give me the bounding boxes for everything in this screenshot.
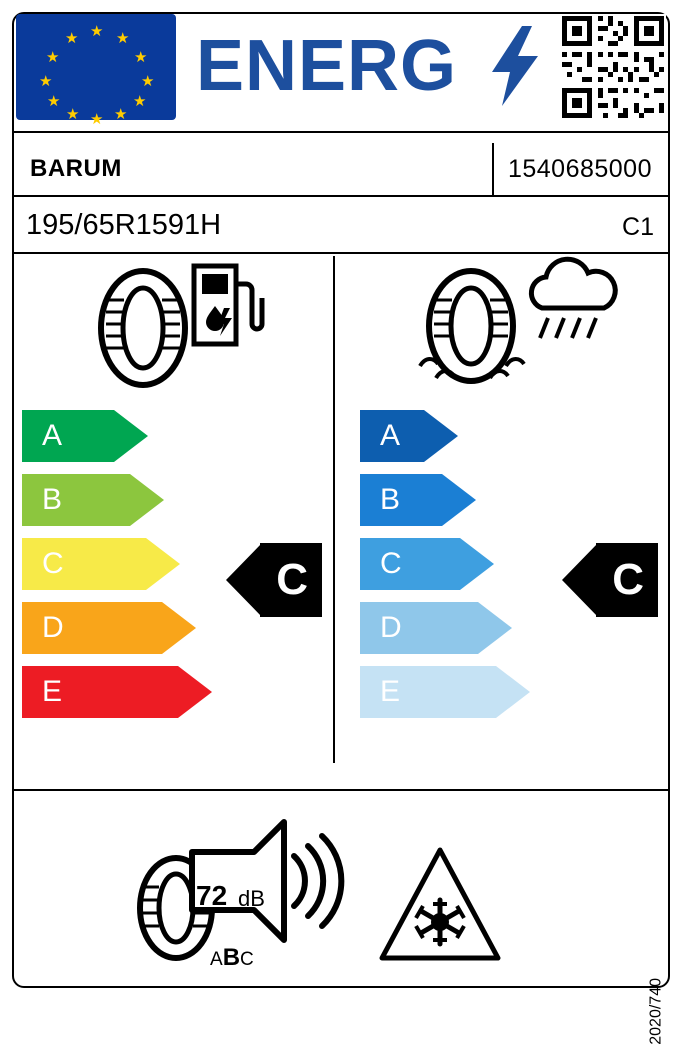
page-title: ENERG: [196, 26, 458, 106]
qr-code-icon: [560, 14, 666, 120]
grade-letter: C: [42, 547, 64, 580]
fuel-pump-icon: [190, 262, 262, 348]
grade-letter: D: [42, 611, 64, 644]
grade-letter: B: [42, 483, 63, 516]
divider-brand: [14, 195, 668, 197]
grade-letter: D: [380, 611, 402, 644]
tyre-wet-icon: [416, 268, 526, 388]
noise-class-b: B: [222, 944, 241, 971]
wet-grade-b: [360, 474, 660, 526]
wet-selected-grade: [562, 543, 658, 617]
grade-letter: C: [380, 547, 402, 580]
grade-letter: A: [42, 419, 63, 452]
grade-letter: E: [42, 675, 63, 708]
sku-number: 1540685000: [507, 155, 652, 183]
fuel-grade-a: [22, 410, 322, 462]
divider-brand-vertical: [492, 143, 494, 195]
fuel-grade-b: [22, 474, 322, 526]
three-peak-mountain-snowflake-icon: [378, 846, 502, 962]
tyre-size: 195/65R1591H: [26, 209, 222, 241]
noise-unit: dB: [238, 886, 265, 911]
divider-panels: [333, 256, 335, 763]
divider-size: [14, 252, 668, 254]
tyre-icon: [88, 268, 198, 388]
noise-class-c: C: [240, 949, 254, 970]
divider-header: [14, 131, 668, 133]
grade-letter: B: [380, 483, 401, 516]
wet-grade-e: [360, 666, 660, 718]
fuel-selected-letter: C: [276, 555, 308, 604]
rain-cloud-icon: [520, 262, 626, 348]
brand-name: BARUM: [30, 155, 122, 182]
noise-class-a: A: [210, 949, 223, 970]
noise-value: 72: [196, 880, 228, 911]
tyre-class: C1: [622, 213, 654, 241]
wet-selected-letter: C: [612, 555, 644, 604]
fuel-grade-e: [22, 666, 322, 718]
wet-grade-a: [360, 410, 660, 462]
lightning-bolt-icon: [492, 26, 538, 106]
noise-class-scale: [210, 944, 254, 972]
grade-letter: A: [380, 419, 401, 452]
grade-letter: E: [380, 675, 401, 708]
divider-bottom: [14, 789, 668, 791]
label-date: 2020/740: [648, 978, 665, 1045]
fuel-selected-grade: [226, 543, 322, 617]
eu-flag-icon: ★ ★ ★ ★ ★ ★ ★ ★ ★ ★ ★ ★: [16, 14, 176, 120]
